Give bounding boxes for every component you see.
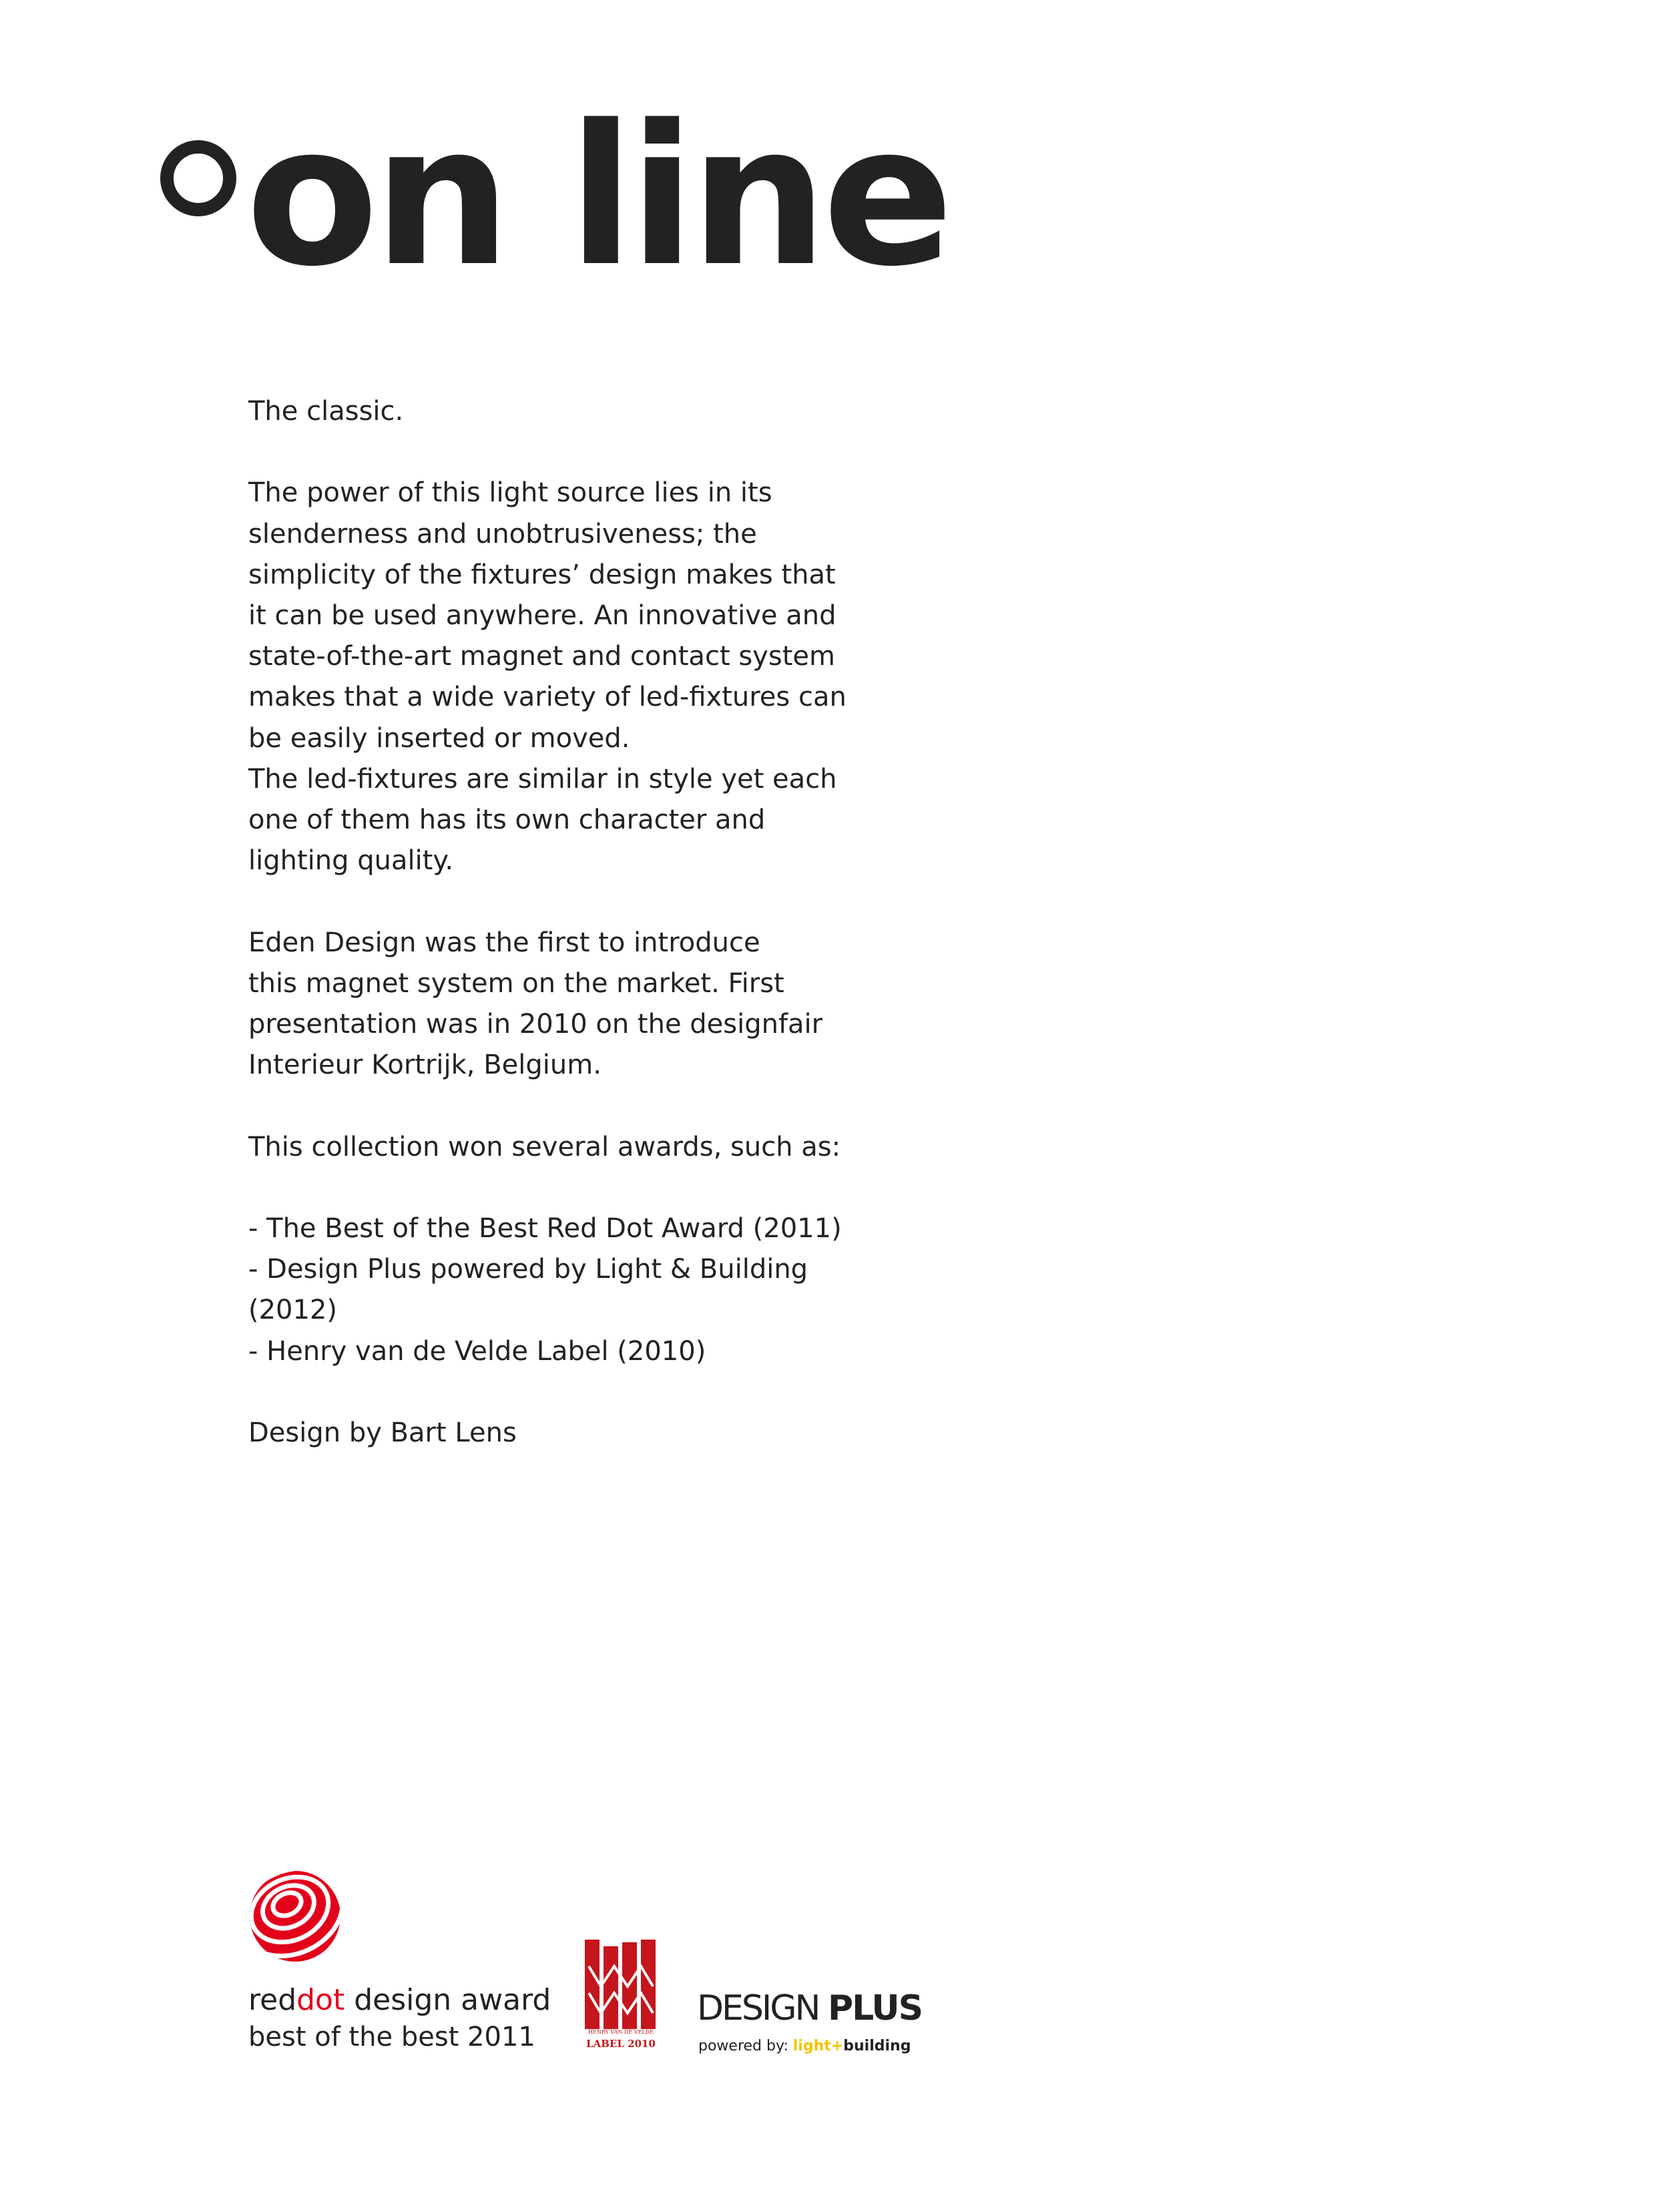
paragraph [248,923,916,1086]
text-line: The power of this light source lies in its [248,477,772,509]
page-title-text: on line [246,84,949,309]
credit [248,1413,916,1454]
hvdv-line1: HENRY VAN DE VELDE [588,2029,654,2035]
text-line: Interieur Kortrijk, Belgium. [248,1050,602,1081]
reddot-logo [248,1869,562,2063]
designplus-sub-prefix: powered by: [698,2038,793,2054]
reddot-word-red: red [248,1983,297,2017]
list-item: - Henry van de Velde Label (2010) [248,1335,706,1367]
page-title [160,84,949,309]
hvdv-logo [583,1940,658,2057]
paragraph [248,1127,916,1168]
paragraph [248,391,916,432]
degree-icon [160,140,236,216]
paragraph [248,473,916,881]
text-line: lighting quality. [248,845,454,877]
text-line: state-of-the-art magnet and contact system [248,641,835,672]
designplus-title-regular: DESIGN [697,1988,828,2028]
hvdv-label-icon [583,1940,658,2029]
reddot-line2: best of the best 2011 [248,2022,535,2052]
designplus-title [697,1988,922,2028]
text-line: it can be used anywhere. An innovative and [248,600,837,631]
hvdv-line2: LABEL 2010 [586,2038,656,2050]
awards-list [248,1208,916,1372]
text-line: this magnet system on the market. First [248,967,784,999]
text-line: Eden Design was the first to introduce [248,927,760,958]
reddot-line1 [248,1983,551,2017]
reddot-word-dot: dot [296,1983,345,2017]
reddot-ball-icon [248,1869,342,1963]
designplus-title-bold: PLUS [827,1988,923,2028]
text-line: The classic. [248,396,404,427]
text-line: slenderness and unobtrusiveness; the [248,518,757,549]
text-line: This collection won several awards, such as: [248,1131,841,1162]
text-line: one of them has its own character and [248,805,766,836]
body-text [248,391,916,1494]
text-line: presentation was in 2010 on the designfair [248,1009,823,1040]
credit-text: Design by Bart Lens [248,1417,517,1448]
designplus-sub-building: building [843,2038,911,2054]
list-item: - The Best of the Best Red Dot Award (2011) [248,1213,842,1244]
text-line: The led-fixtures are similar in style yet each [248,763,837,795]
reddot-word-rest: design award [344,1983,551,2017]
designplus-logo [697,1988,977,2062]
designplus-subtitle [698,2038,911,2054]
text-line: be easily inserted or moved. [248,722,630,754]
list-item: - Design Plus powered by Light & Building [248,1254,808,1285]
text-line: makes that a wide variety of led-fixtures can [248,682,847,713]
designplus-sub-light: light [792,2038,831,2054]
text-line: simplicity of the fixtures’ design makes that [248,559,836,590]
list-item: (2012) [248,1295,338,1326]
designplus-sub-plus: + [830,2038,844,2054]
